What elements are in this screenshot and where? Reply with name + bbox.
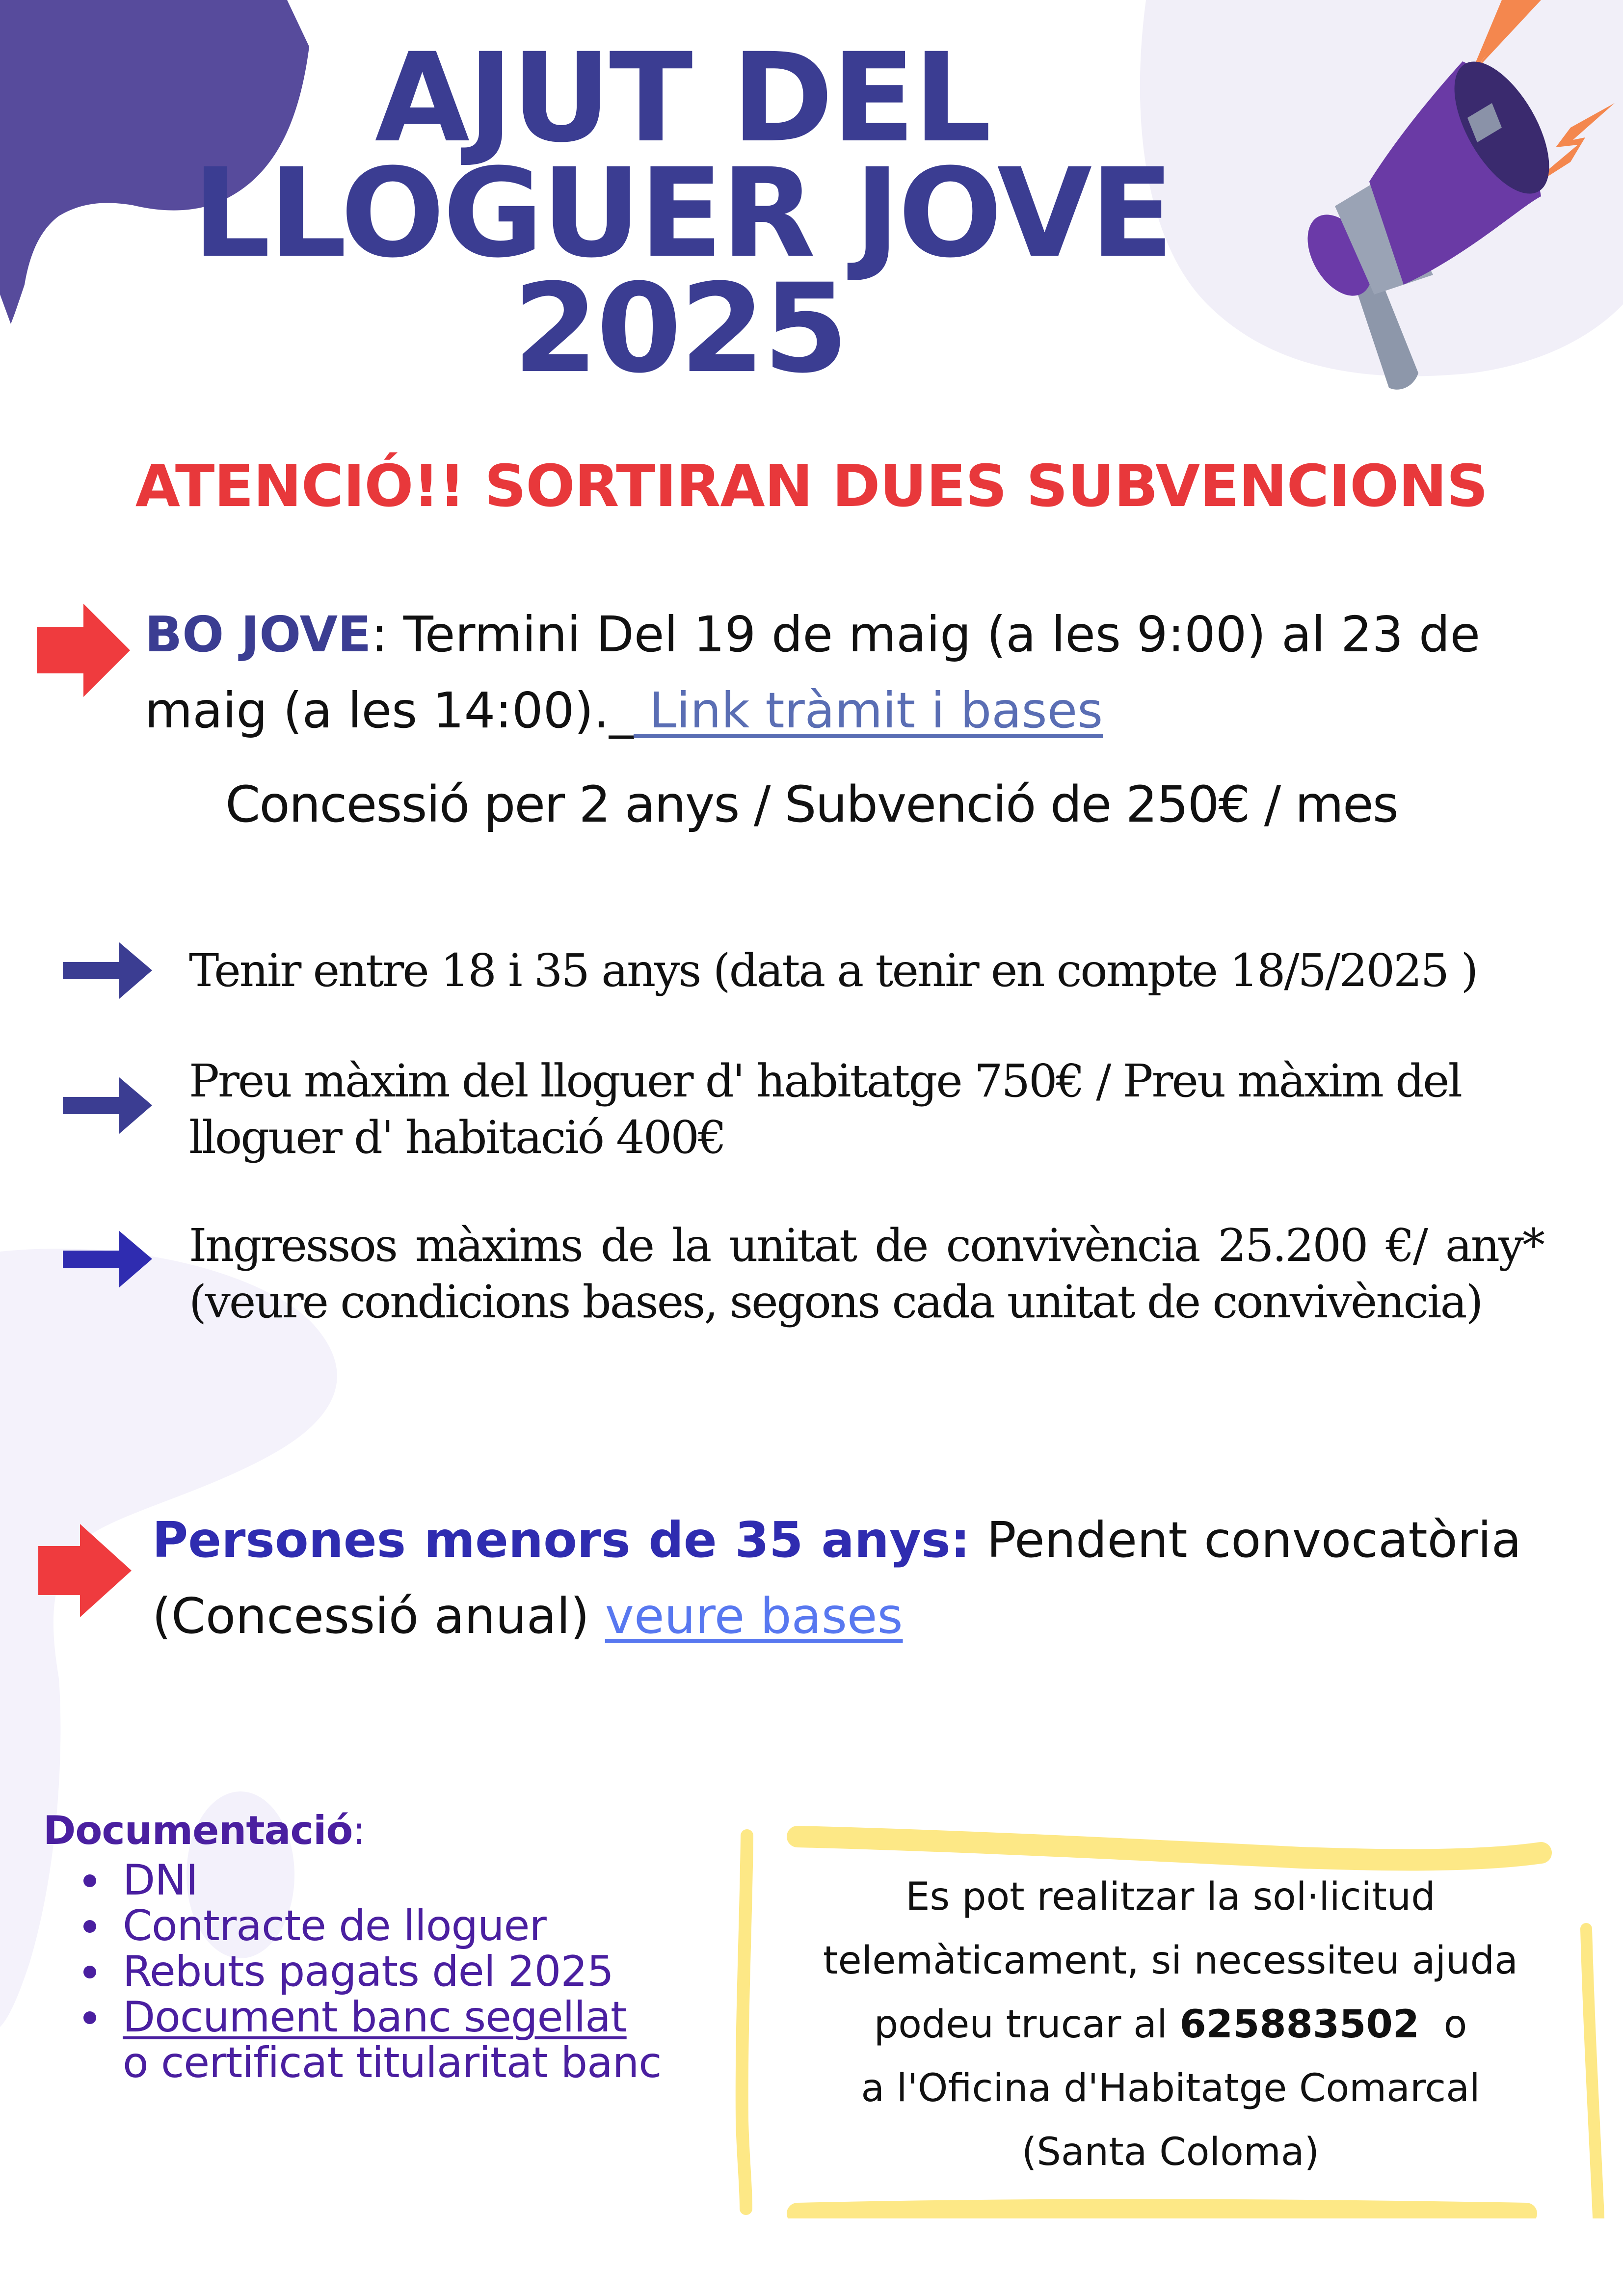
page-title-line-3: 2025	[513, 257, 847, 400]
bullet-icon	[83, 2011, 96, 2024]
link-document-banc[interactable]: Document banc segellat	[123, 1993, 627, 2042]
contact-line-3-pre: podeu trucar al	[874, 2002, 1180, 2047]
list-item	[83, 1858, 736, 1903]
contact-line-3	[766, 1993, 1575, 2056]
bullet-icon	[83, 1920, 96, 1933]
alert-heading: ATENCIÓ!! SORTIRAN DUES SUBVENCIONS	[135, 452, 1488, 520]
documentation-list	[83, 1858, 736, 2086]
arrow-right-icon	[63, 1231, 154, 1287]
bullet-icon	[83, 1966, 96, 1978]
persones-colon: :	[950, 1511, 970, 1569]
doc-item-contract: Contracte de lloguer	[123, 1901, 546, 1950]
doc-item-dni: DNI	[123, 1856, 198, 1905]
list-item	[83, 1903, 736, 1949]
bo-jove-colon: :	[371, 606, 388, 663]
persones-status: Pendent convocatòria (Concessió anual)	[152, 1511, 1522, 1645]
contact-line-5: (Santa Coloma)	[1021, 2130, 1320, 2174]
link-veure-bases[interactable]: veure bases	[605, 1587, 903, 1645]
arrow-right-icon	[38, 1524, 136, 1622]
contact-box-text	[766, 1865, 1575, 2184]
documentation-colon: :	[352, 1808, 366, 1853]
contact-line-2: telemàticament, si necessiteu ajuda	[823, 1939, 1518, 1983]
requirement-age: Tenir entre 18 i 35 anys (data a tenir en compte 18/5/2025 )	[189, 944, 1477, 997]
persones-paragraph	[152, 1502, 1521, 1654]
link-tramit-bases[interactable]: Link tràmit i bases	[634, 682, 1103, 739]
bo-jove-label: BO JOVE	[145, 606, 372, 663]
bo-jove-paragraph	[145, 596, 1534, 748]
documentation-heading	[43, 1806, 365, 1855]
bo-jove-deadline: Termini Del 19 de maig (a les 9:00) al 23 de maig (a les 14:00).	[145, 606, 1481, 739]
contact-line-4: a l'Oficina d'Habitatge Comarcal	[861, 2066, 1480, 2110]
list-item	[83, 1995, 736, 2086]
requirement-income: Ingressos màxims de la unitat de convivència 25.200 €/ any* (veure condicions bases, segons cada unitat de convivència)	[189, 1219, 1543, 1328]
arrow-right-icon	[63, 942, 154, 999]
documentation-title: Documentació	[43, 1808, 353, 1853]
doc-item-receipts: Rebuts pagats del 2025	[123, 1947, 613, 1996]
contact-line-1: Es pot realitzar la sol·licitud	[905, 1875, 1436, 1919]
doc-item-bank-rest: o certificat titularitat banc	[123, 2038, 662, 2087]
persones-label: Persones menors de 35 anys	[152, 1511, 951, 1569]
page-title-line-1: AJUT DEL	[374, 27, 990, 169]
contact-line-3-post: o	[1419, 2002, 1467, 2047]
requirement-max-rent: Preu màxim del lloguer d' habitatge 750€ / Preu màxim del lloguer d' habitació 400€	[189, 1055, 1462, 1164]
phone-number[interactable]: 625883502	[1179, 2002, 1419, 2047]
bo-jove-concession: Concessió per 2 anys / Subvenció de 250€ / mes	[225, 775, 1398, 834]
page-title-line-2: LLOGUER JOVE	[192, 142, 1172, 285]
arrow-right-icon	[37, 604, 135, 702]
bullet-icon	[83, 1874, 96, 1887]
link-underscore: _	[609, 682, 634, 739]
list-item	[83, 1949, 736, 1995]
arrow-right-icon	[63, 1077, 154, 1134]
